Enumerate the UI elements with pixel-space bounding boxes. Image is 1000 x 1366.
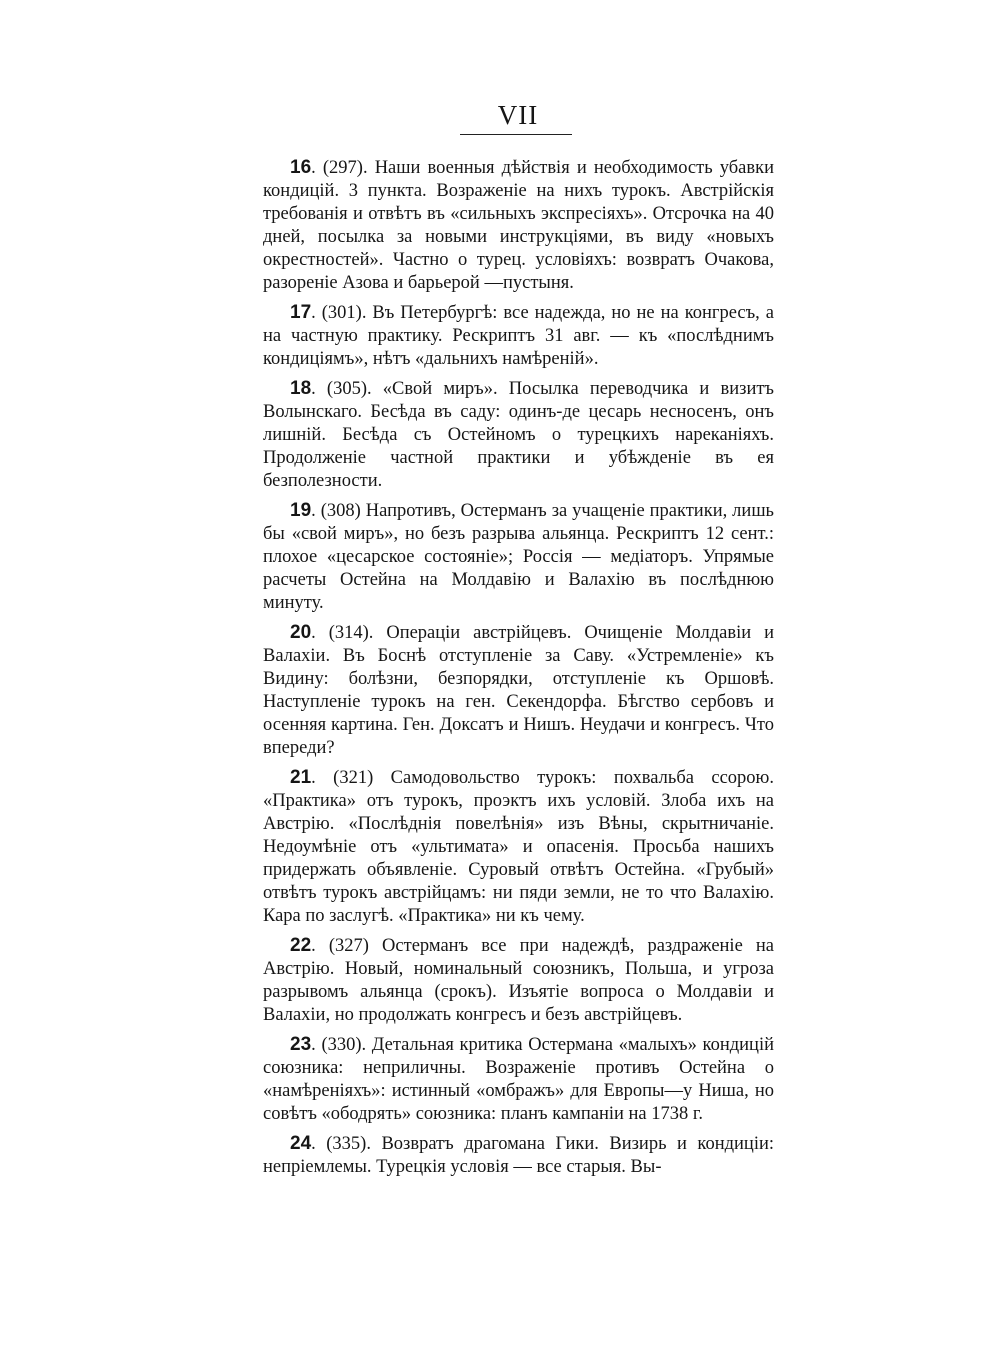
entry-number: 17 [290,302,312,323]
entry-number: 21 [290,767,312,788]
entry-number: 19 [290,500,312,521]
entry-text: . (330). Детальная критика Остермана «малыхъ» кондицій союзника: неприличны. Возраженіе противъ Остейна о «намѣреніяхъ»: истинный «омбражъ» для Европы—у Ниша, но совѣтъ «ободрять» союзника: планъ кампаніи на 1738 г. [263,1035,774,1124]
entry-16 [263,156,774,295]
entry-18 [263,377,774,493]
entry-22 [263,934,774,1027]
page-header [0,100,1000,130]
entry-21 [263,766,774,928]
entry-text: . (297). Наши военныя дѣйствія и необходимость убавки кондицій. 3 пункта. Возраженіе на нихъ турокъ. Австрійскія требованія и отвѣтъ въ «сильныхъ экспресіяхъ». Отсрочка на 40 дней, посылка за новыми инструкціями, въ виду «новыхъ окрестностей». Частно о турец. условіяхъ: возвратъ Очакова, разореніе Азова и барьерой —пустыня. [263,158,774,293]
entry-text: . (301). Въ Петербургѣ: все надежда, но не на конгресъ, а на частную практику. Рескриптъ 31 авг. — къ «послѣднимъ кондиціямъ», нѣтъ «дальнихъ намѣреній». [263,303,774,369]
entry-17 [263,301,774,371]
entry-number: 23 [290,1034,312,1055]
entry-number: 20 [290,622,312,643]
entry-text: . (335). Возвратъ драгомана Гики. Визирь и кондиціи: непріемлемы. Турецкія условія — все старыя. Вы- [263,1134,774,1177]
entry-text: . (314). Операціи австрійцевъ. Очищеніе Молдавіи и Валахіи. Въ Боснѣ отступленіе за Саву. «Устремленіе» къ Видину: болѣзни, безпорядки, отступленіе къ Оршовѣ. Наступленіе турокъ на ген. Секендорфа. Бѣгство сербовъ и осенняя картина. Ген. Доксатъ и Нишъ. Неудачи и конгресъ. Что впереди? [263,623,774,758]
entry-text: . (305). «Свой миръ». Посылка переводчика и визитъ Волынскаго. Бесѣда въ саду: одинъ-де цесарь несносенъ, онъ лишній. Бесѣда съ Остейномъ о турецкихъ нареканіяхъ. Продолженіе частной практики и убѣжденіе въ ея безполезности. [263,379,774,491]
entry-text: . (327) Остерманъ все при надеждѣ, раздраженіе на Австрію. Новый, номинальный союзникъ, Польша, и угроза разрывомъ альянца (срокъ). Изъятіе вопроса о Молдавіи и Валахіи, но продолжать конгресъ и безъ австрійцевъ. [263,936,774,1025]
entry-23 [263,1033,774,1126]
entry-number: 22 [290,935,312,956]
entry-number: 18 [290,378,312,399]
entry-text: . (321) Самодовольство турокъ: похвальба ссорою. «Практика» отъ турокъ, проэктъ ихъ условій. Злоба ихъ на Австрію. «Послѣднія повелѣнія» изъ Вѣны, скрытничаніе. Недоумѣніе отъ «ультиматa» и опасенія. Просьба нашихъ придержать объявленіе. Суровый отвѣтъ Остейна. «Грубый» отвѣтъ турокъ австрійцамъ: ни пяди земли, не то что Валахію. Кара по заслугѣ. «Практика» ни къ чему. [263,768,774,926]
page-number: VII [497,100,539,130]
entry-number: 24 [290,1133,312,1154]
summary-entries [263,156,774,1185]
header-rule [460,134,572,135]
entry-24 [263,1132,774,1179]
entry-20 [263,621,774,760]
entry-19 [263,499,774,615]
entry-number: 16 [290,157,312,178]
entry-text: . (308) Напротивъ, Остерманъ за учащеніе практики, лишь бы «свой миръ», но безъ разрыва альянца. Рескриптъ 12 сент.: плохое «цесарское состояніе»; Россія — медіаторъ. Упрямые расчеты Остейна на Молдавію и Валахію въ послѣднюю минуту. [263,501,774,613]
